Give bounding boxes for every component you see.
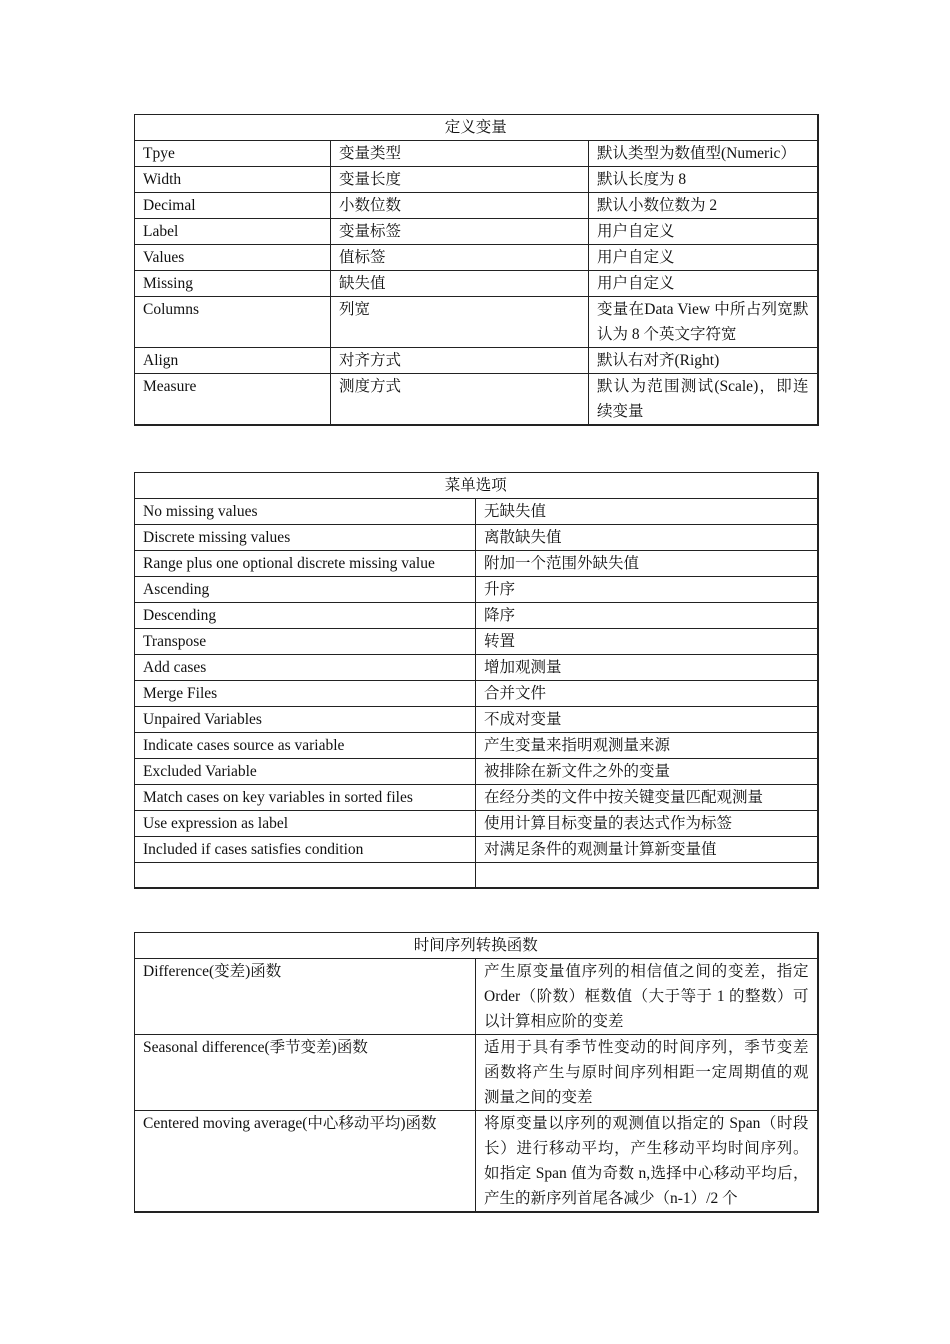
empty-cell (476, 863, 818, 889)
option-en: Included if cases satisfies condition (135, 837, 476, 863)
table-row (135, 193, 818, 219)
table-row (135, 245, 818, 271)
variable-name: Values (135, 245, 331, 271)
table-header-row (135, 115, 818, 141)
variable-desc: 默认长度为 8 (589, 167, 818, 193)
table-row (135, 297, 818, 348)
empty-cell (135, 863, 476, 889)
table-row (135, 681, 818, 707)
option-cn: 无缺失值 (476, 499, 818, 525)
option-cn: 使用计算目标变量的表达式作为标签 (476, 811, 818, 837)
table-row (135, 959, 818, 1035)
option-cn: 在经分类的文件中按关键变量匹配观测量 (476, 785, 818, 811)
table-title: 菜单选项 (135, 473, 818, 499)
variable-cn: 缺失值 (331, 271, 589, 297)
variable-name: Tpye (135, 141, 331, 167)
table-header-row (135, 933, 818, 959)
variable-desc: 默认为范围测试(Scale)，即连续变量 (589, 374, 818, 426)
option-en: Merge Files (135, 681, 476, 707)
variable-desc: 默认类型为数值型(Numeric） (589, 141, 818, 167)
table-row (135, 348, 818, 374)
variable-cn: 测度方式 (331, 374, 589, 426)
variable-cn: 变量标签 (331, 219, 589, 245)
option-cn: 被排除在新文件之外的变量 (476, 759, 818, 785)
variable-name: Align (135, 348, 331, 374)
table-row (135, 655, 818, 681)
option-cn: 合并文件 (476, 681, 818, 707)
table-row (135, 733, 818, 759)
variable-desc: 用户自定义 (589, 271, 818, 297)
option-en: Range plus one optional discrete missing value (135, 551, 476, 577)
table-row (135, 603, 818, 629)
option-en: Ascending (135, 577, 476, 603)
option-cn: 降序 (476, 603, 818, 629)
variable-cn: 列宽 (331, 297, 589, 348)
variable-desc: 变量在Data View 中所占列宽默认为 8 个英文字符宽 (589, 297, 818, 348)
function-desc: 将原变量以序列的观测值以指定的 Span（时段长）进行移动平均，产生移动平均时间序列。如指定 Span 值为奇数 n,选择中心移动平均后，产生的新序列首尾各减少（n-1）/2 个 (476, 1111, 818, 1213)
variable-name: Width (135, 167, 331, 193)
table-row (135, 811, 818, 837)
table-row (135, 577, 818, 603)
function-name: Seasonal difference(季节变差)函数 (135, 1035, 476, 1111)
variable-cn: 变量类型 (331, 141, 589, 167)
option-en: Unpaired Variables (135, 707, 476, 733)
table-row (135, 785, 818, 811)
option-cn: 增加观测量 (476, 655, 818, 681)
option-cn: 离散缺失值 (476, 525, 818, 551)
table-title: 定义变量 (135, 115, 818, 141)
table-row (135, 759, 818, 785)
variable-cn: 值标签 (331, 245, 589, 271)
table-row (135, 1035, 818, 1111)
table-row (135, 525, 818, 551)
function-name: Difference(变差)函数 (135, 959, 476, 1035)
variable-desc: 用户自定义 (589, 245, 818, 271)
table-row (135, 1111, 818, 1213)
table-title: 时间序列转换函数 (135, 933, 818, 959)
function-name: Centered moving average(中心移动平均)函数 (135, 1111, 476, 1213)
option-en: Indicate cases source as variable (135, 733, 476, 759)
option-en: Use expression as label (135, 811, 476, 837)
option-en: Transpose (135, 629, 476, 655)
option-cn: 不成对变量 (476, 707, 818, 733)
option-en: Descending (135, 603, 476, 629)
function-desc: 产生原变量值序列的相信值之间的变差，指定 Order（阶数）框数值（大于等于 1 的整数）可以计算相应阶的变差 (476, 959, 818, 1035)
variable-name: Measure (135, 374, 331, 426)
option-en: Discrete missing values (135, 525, 476, 551)
table-row (135, 219, 818, 245)
option-cn: 升序 (476, 577, 818, 603)
option-en: No missing values (135, 499, 476, 525)
table-row (135, 141, 818, 167)
menu-options-table (134, 472, 819, 889)
option-en: Excluded Variable (135, 759, 476, 785)
variable-name: Label (135, 219, 331, 245)
table-row (135, 374, 818, 426)
option-cn: 产生变量来指明观测量来源 (476, 733, 818, 759)
table-row (135, 551, 818, 577)
table-row (135, 707, 818, 733)
table-header-row (135, 473, 818, 499)
function-desc: 适用于具有季节性变动的时间序列，季节变差函数将产生与原时间序列相距一定周期值的观测量之间的变差 (476, 1035, 818, 1111)
table-row (135, 499, 818, 525)
variable-cn: 变量长度 (331, 167, 589, 193)
variable-desc: 用户自定义 (589, 219, 818, 245)
table-row (135, 837, 818, 863)
table-row (135, 167, 818, 193)
time-series-functions-table (134, 932, 819, 1213)
define-variables-table (134, 114, 819, 426)
variable-cn: 小数位数 (331, 193, 589, 219)
variable-name: Decimal (135, 193, 331, 219)
variable-cn: 对齐方式 (331, 348, 589, 374)
option-cn: 附加一个范围外缺失值 (476, 551, 818, 577)
option-en: Add cases (135, 655, 476, 681)
option-cn: 转置 (476, 629, 818, 655)
table-row (135, 271, 818, 297)
variable-name: Columns (135, 297, 331, 348)
table-row (135, 629, 818, 655)
empty-row (135, 863, 818, 889)
option-cn: 对满足条件的观测量计算新变量值 (476, 837, 818, 863)
variable-desc: 默认右对齐(Right) (589, 348, 818, 374)
variable-desc: 默认小数位数为 2 (589, 193, 818, 219)
variable-name: Missing (135, 271, 331, 297)
option-en: Match cases on key variables in sorted files (135, 785, 476, 811)
